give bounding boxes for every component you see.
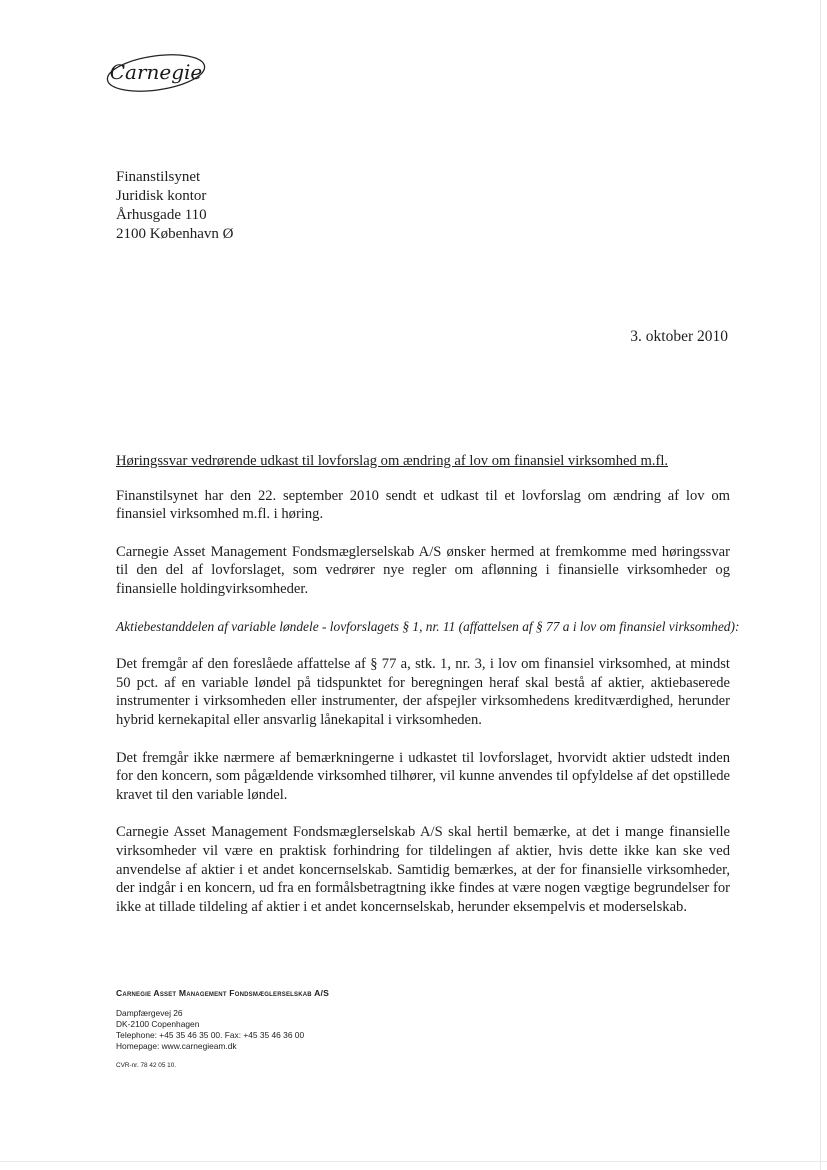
svg-text:Carnegie: Carnegie	[109, 60, 203, 84]
letter-body	[116, 452, 740, 935]
paragraph: Finanstilsynet har den 22. september 2010 sendt et udkast til et lovforslag om ændring af lov om finansiel virksomhed m.fl. i høring.	[116, 487, 730, 523]
paragraph: Det fremgår af den foreslåede affattelse af § 77 a, stk. 1, nr. 3, i lov om finansiel virksomhed, at mindst 50 pct. af en variable løndel på tidspunktet for beregningen heraf skal bestå af aktier, aktiebaserede instrumenter i virksomheden eller instrumenter, der afspejler virksomhedens kreditværdighed, herunder hybrid kernekapital eller ansvarlig lånekapital i virksomheden.	[116, 656, 730, 728]
recipient-line: 2100 København Ø	[116, 226, 234, 242]
letter-footer	[116, 988, 329, 1069]
recipient-address	[116, 168, 233, 244]
footer-city: DK-2100 Copenhagen	[116, 1019, 200, 1029]
subject-line: Høringssvar vedrørende udkast til lovforslag om ændring af lov om finansiel virksomhed m.fl.	[116, 453, 669, 469]
recipient-line: Finanstilsynet	[116, 169, 201, 185]
footer-phone: Telephone: +45 35 46 35 00. Fax: +45 35 46 36 00	[116, 1030, 305, 1040]
page-edge	[0, 1161, 827, 1162]
paragraph: Det fremgår ikke nærmere af bemærkningerne i udkastet til lovforslaget, hvorvidt aktier udstedt inden for den koncern, som pågældende virksomhed tilhører, vil kunne anvendes til opfyldelse af det opstillede kravet til den variable løndel.	[116, 749, 730, 803]
paragraph: Carnegie Asset Management Fondsmæglerselskab A/S ønsker hermed at fremkomme med høringssvar til den del af lovforslaget, som vedrører nye regler om aflønning i finansielle virksomheder og finansielle holdingvirksomheder.	[116, 543, 730, 597]
page-edge	[820, 0, 821, 1170]
section-heading: Aktiebestanddelen af variable løndele - lovforslagets § 1, nr. 11 (affattelsen af § 77 a i lov om finansiel virksomhed):	[116, 618, 740, 634]
paragraph: Carnegie Asset Management Fondsmæglerselskab A/S skal hertil bemærke, at det i mange finansielle virksomheder vil være en praktisk forhindring for tildelingen af aktier, hvis dette ikke kan ske ved anvendelse af aktier i et andet koncernselskab. Samtidig bemærkes, at der for finansielle virksomheder, der indgår i en koncern, ud fra en formålsbetragtning ikke findes at være nogen vægtige begrundelser for ikke at tillade tildeling af aktier i et andet koncernselskab, herunder eksempelvis et moderselskab.	[116, 824, 730, 915]
carnegie-logo	[104, 50, 208, 96]
footer-cvr: CVR-nr. 78 42 05 10.	[116, 1062, 177, 1069]
recipient-line: Århusgade 110	[116, 207, 207, 223]
footer-company-name: Carnegie Asset Management Fondsmæglerselskab A/S	[116, 988, 330, 998]
footer-homepage: Homepage: www.carnegieam.dk	[116, 1041, 237, 1051]
recipient-line: Juridisk kontor	[116, 188, 207, 204]
footer-address: Dampfærgevej 26	[116, 1008, 183, 1018]
letter-date: 3. oktober 2010	[630, 328, 728, 345]
